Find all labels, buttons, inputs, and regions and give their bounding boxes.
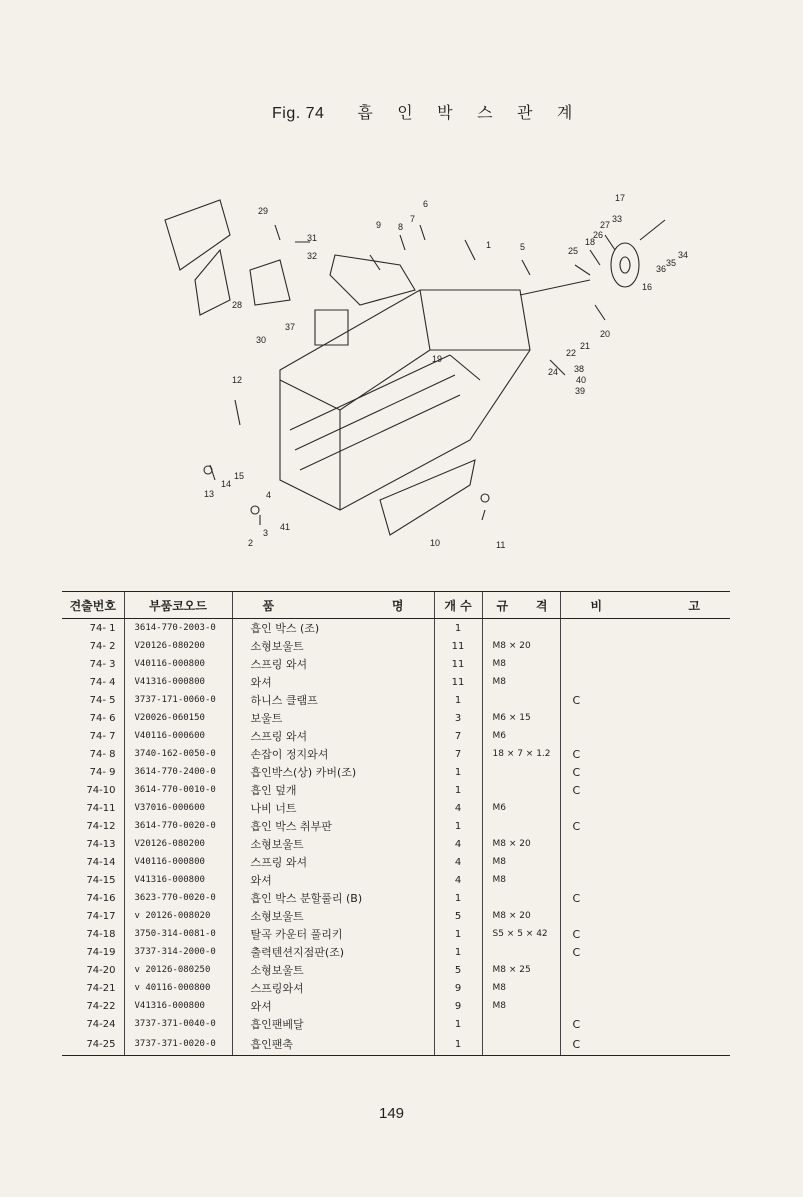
specification-cell: M6 × 15 [482, 709, 560, 727]
header-qty: 개 수 [434, 592, 482, 619]
table-row [62, 637, 730, 655]
note-cell: C [560, 781, 730, 799]
specification-cell [482, 1033, 560, 1056]
callout-27: 27 [600, 220, 611, 230]
part-name-cell: 출력텐션지점판(조) [232, 943, 434, 961]
callout-24: 24 [548, 367, 559, 377]
note-cell: C [560, 691, 730, 709]
note-cell [560, 979, 730, 997]
figure-name: 흡 인 박 스 관 계 [357, 105, 583, 122]
item-no-cell: 74- 6 [89, 712, 116, 724]
note-cell [560, 709, 730, 727]
quantity-cell: 9 [434, 997, 482, 1015]
callout-16: 16 [642, 282, 653, 292]
note-cell [560, 835, 730, 853]
note-cell [560, 637, 730, 655]
part-name-cell: 흡인팬축 [232, 1033, 434, 1056]
quantity-cell: 1 [434, 889, 482, 907]
header-spec-a: 규 [496, 598, 509, 613]
quantity-cell: 4 [434, 799, 482, 817]
callout-14: 14 [221, 479, 232, 489]
note-cell: C [560, 1015, 730, 1033]
table-row [62, 745, 730, 763]
figure-number: Fig. 74 [272, 105, 325, 122]
header-name-a: 품 [262, 598, 275, 613]
note-cell [560, 961, 730, 979]
quantity-cell: 5 [434, 961, 482, 979]
part-code-cell: V41316-000800 [124, 673, 232, 691]
callout-39: 39 [575, 386, 586, 396]
quantity-cell: 1 [434, 925, 482, 943]
part-code-cell: 3740-162-0050-0 [124, 745, 232, 763]
table-row [62, 961, 730, 979]
item-no-cell: 74-21 [86, 982, 116, 994]
header-note-a: 비 [590, 598, 603, 613]
part-name-cell: 흡인 박스 분할풀리 (B) [232, 889, 434, 907]
table-header-row [62, 592, 730, 619]
callout-33: 33 [612, 214, 623, 224]
specification-cell [482, 1015, 560, 1033]
specification-cell [482, 619, 560, 638]
table-row [62, 655, 730, 673]
quantity-cell: 1 [434, 1033, 482, 1056]
specification-cell: M8 [482, 979, 560, 997]
specification-cell: M8 [482, 871, 560, 889]
callout-22: 22 [566, 348, 577, 358]
item-no-cell: 74-25 [62, 1033, 124, 1056]
quantity-cell: 4 [434, 871, 482, 889]
part-code-cell: v 20126-008020 [124, 907, 232, 925]
part-code-cell: V20026-060150 [124, 709, 232, 727]
part-name-cell: 흡인 덮개 [232, 781, 434, 799]
part-name-cell: 소형보울트 [232, 637, 434, 655]
callout-25: 25 [568, 246, 579, 256]
item-no-cell: 74- 3 [89, 658, 116, 670]
note-cell [560, 673, 730, 691]
parts-table [62, 591, 730, 1056]
note-cell [560, 907, 730, 925]
header-spec [482, 592, 560, 619]
note-cell [560, 727, 730, 745]
callout-10: 10 [430, 538, 441, 548]
part-code-cell: 3750-314-0081-0 [124, 925, 232, 943]
item-no-cell: 74-20 [86, 964, 116, 976]
table-row [62, 691, 730, 709]
note-cell [560, 853, 730, 871]
part-code-cell: V20126-080200 [124, 835, 232, 853]
part-name-cell: 와셔 [232, 871, 434, 889]
callout-8: 8 [398, 222, 404, 232]
note-cell: C [560, 745, 730, 763]
header-spec-b: 격 [535, 598, 548, 613]
specification-cell [482, 763, 560, 781]
note-cell: C [560, 1033, 730, 1056]
callout-3: 3 [263, 528, 269, 538]
part-code-cell: 3737-171-0060-0 [124, 691, 232, 709]
note-cell: C [560, 817, 730, 835]
callout-15: 15 [234, 471, 245, 481]
part-code-cell: V41316-000800 [124, 871, 232, 889]
diagram-lines [165, 200, 665, 535]
part-code-cell: V40116-000600 [124, 727, 232, 745]
page-number: 149 [379, 1105, 405, 1122]
table-row [62, 889, 730, 907]
callout-17: 17 [615, 193, 626, 203]
specification-cell: M8 [482, 673, 560, 691]
item-no-cell: 74- 5 [89, 694, 116, 706]
quantity-cell: 1 [434, 691, 482, 709]
specification-cell [482, 781, 560, 799]
callout-12: 12 [232, 375, 243, 385]
part-code-cell: V37016-000600 [124, 799, 232, 817]
header-note-b: 고 [688, 598, 700, 613]
callout-13: 13 [204, 489, 215, 499]
callout-4: 4 [266, 490, 272, 500]
header-item-no: 견출번호 [62, 592, 124, 619]
specification-cell [482, 691, 560, 709]
part-name-cell: 흡인팬베달 [232, 1015, 434, 1033]
item-no-cell: 74-15 [86, 874, 116, 886]
table-row [62, 619, 730, 638]
table-row [62, 799, 730, 817]
part-name-cell: 스프링 와셔 [232, 655, 434, 673]
figure-title [272, 100, 582, 123]
part-name-cell: 스프링 와셔 [232, 727, 434, 745]
table-row [62, 871, 730, 889]
part-name-cell: 와셔 [232, 997, 434, 1015]
callout-19: 19 [432, 354, 443, 364]
note-cell [560, 871, 730, 889]
part-code-cell: 3737-371-0020-0 [124, 1033, 232, 1056]
header-name-b: 명 [391, 598, 404, 613]
part-name-cell: 소형보울트 [232, 907, 434, 925]
callout-18: 18 [585, 237, 596, 247]
part-code-cell: 3737-314-2000-0 [124, 943, 232, 961]
quantity-cell: 1 [434, 763, 482, 781]
quantity-cell: 1 [434, 781, 482, 799]
table-row [62, 727, 730, 745]
header-note [560, 592, 730, 619]
callout-40: 40 [576, 375, 587, 385]
table-row [62, 1033, 730, 1056]
callout-38: 38 [574, 364, 585, 374]
part-code-cell: V20126-080200 [124, 637, 232, 655]
callout-2: 2 [248, 538, 254, 548]
specification-cell: M8 × 20 [482, 907, 560, 925]
table-row [62, 997, 730, 1015]
item-no-cell: 74- 8 [89, 748, 116, 760]
table-row [62, 853, 730, 871]
item-no-cell: 74-18 [86, 928, 116, 940]
callout-26: 26 [593, 230, 604, 240]
part-name-cell: 손잡이 정지와셔 [232, 745, 434, 763]
specification-cell: M8 [482, 655, 560, 673]
callout-11: 11 [496, 540, 506, 550]
item-no-cell: 74-22 [86, 1000, 116, 1012]
callout-32: 32 [307, 251, 318, 261]
note-cell [560, 619, 730, 638]
specification-cell: S5 × 5 × 42 [482, 925, 560, 943]
item-no-cell: 74- 7 [89, 730, 116, 742]
part-name-cell: 보울트 [232, 709, 434, 727]
part-name-cell: 흡인 박스 (조) [232, 619, 434, 638]
table-row [62, 763, 730, 781]
part-name-cell: 소형보울트 [232, 961, 434, 979]
quantity-cell: 11 [434, 655, 482, 673]
quantity-cell: 7 [434, 727, 482, 745]
quantity-cell: 5 [434, 907, 482, 925]
note-cell [560, 799, 730, 817]
item-no-cell: 74-17 [86, 910, 116, 922]
callout-7: 7 [410, 214, 416, 224]
note-cell [560, 997, 730, 1015]
table-row [62, 1015, 730, 1033]
part-code-cell: 3614-770-0010-0 [124, 781, 232, 799]
quantity-cell: 1 [434, 817, 482, 835]
part-code-cell: 3614-770-2003-0 [124, 619, 232, 638]
part-name-cell: 소형보울트 [232, 835, 434, 853]
header-part-code: 부품코오드 [124, 592, 232, 619]
part-code-cell: 3614-770-0020-0 [124, 817, 232, 835]
specification-cell [482, 889, 560, 907]
note-cell: C [560, 763, 730, 781]
header-name [232, 592, 434, 619]
part-name-cell: 스프링와셔 [232, 979, 434, 997]
callout-21: 21 [580, 341, 591, 351]
part-name-cell: 흡인박스(상) 카버(조) [232, 763, 434, 781]
part-name-cell: 와셔 [232, 673, 434, 691]
diagram-drawing [120, 180, 710, 560]
item-no-cell: 74-11 [86, 802, 116, 814]
note-cell [560, 655, 730, 673]
item-no-cell: 74-12 [86, 820, 116, 832]
quantity-cell: 9 [434, 979, 482, 997]
quantity-cell: 7 [434, 745, 482, 763]
note-cell: C [560, 889, 730, 907]
table-row [62, 943, 730, 961]
table-row [62, 925, 730, 943]
part-code-cell: v 40116-000800 [124, 979, 232, 997]
quantity-cell: 1 [434, 1015, 482, 1033]
specification-cell [482, 817, 560, 835]
callout-36: 36 [656, 264, 667, 274]
callout-20: 20 [600, 329, 611, 339]
item-no-cell: 74- 9 [89, 766, 116, 778]
part-code-cell: v 20126-080250 [124, 961, 232, 979]
part-name-cell: 흡인 박스 취부판 [232, 817, 434, 835]
table-row [62, 673, 730, 691]
part-code-cell: 3623-770-0020-0 [124, 889, 232, 907]
item-no-cell: 74-14 [86, 856, 116, 868]
callout-9: 9 [376, 220, 382, 230]
specification-cell [482, 943, 560, 961]
specification-cell: M8 [482, 997, 560, 1015]
quantity-cell: 1 [434, 619, 482, 638]
specification-cell: M6 [482, 727, 560, 745]
part-code-cell: 3614-770-2400-0 [124, 763, 232, 781]
part-name-cell: 탈곡 카운터 풀리키 [232, 925, 434, 943]
callout-30: 30 [256, 335, 267, 345]
callout-5: 5 [520, 242, 526, 252]
callout-34: 34 [678, 250, 689, 260]
part-code-cell: V40116-000800 [124, 655, 232, 673]
table-row [62, 781, 730, 799]
note-cell: C [560, 925, 730, 943]
part-code-cell: V40116-000800 [124, 853, 232, 871]
callout-29: 29 [258, 206, 269, 216]
table-row [62, 709, 730, 727]
exploded-parts-diagram [120, 180, 710, 560]
callout-31: 31 [307, 233, 318, 243]
quantity-cell: 4 [434, 835, 482, 853]
item-no-cell: 74-10 [86, 784, 116, 796]
quantity-cell: 11 [434, 673, 482, 691]
specification-cell: 18 × 7 × 1.2 [482, 745, 560, 763]
note-cell: C [560, 943, 730, 961]
table-row [62, 979, 730, 997]
callout-35: 35 [666, 258, 677, 268]
item-no-cell: 74-19 [86, 946, 116, 958]
callout-numbers [204, 193, 688, 550]
part-name-cell: 나비 너트 [232, 799, 434, 817]
quantity-cell: 3 [434, 709, 482, 727]
item-no-cell: 74- 2 [89, 640, 116, 652]
part-name-cell: 스프링 와셔 [232, 853, 434, 871]
specification-cell: M8 × 20 [482, 835, 560, 853]
specification-cell: M6 [482, 799, 560, 817]
item-no-cell: 74- 4 [89, 676, 116, 688]
table-row [62, 907, 730, 925]
item-no-cell: 74-13 [86, 838, 116, 850]
quantity-cell: 4 [434, 853, 482, 871]
callout-1: 1 [486, 240, 492, 250]
callout-41: 41 [280, 522, 291, 532]
quantity-cell: 1 [434, 943, 482, 961]
callout-28: 28 [232, 300, 243, 310]
callout-37: 37 [285, 322, 296, 332]
callout-6: 6 [423, 199, 429, 209]
table-row [62, 835, 730, 853]
item-no-cell: 74- 1 [89, 622, 116, 634]
part-code-cell: 3737-371-0040-0 [124, 1015, 232, 1033]
part-code-cell: V41316-000800 [124, 997, 232, 1015]
parts-table-body [62, 619, 730, 1056]
specification-cell: M8 [482, 853, 560, 871]
specification-cell: M8 × 20 [482, 637, 560, 655]
item-no-cell: 74-16 [86, 892, 116, 904]
part-name-cell: 하니스 클램프 [232, 691, 434, 709]
table-row [62, 817, 730, 835]
specification-cell: M8 × 25 [482, 961, 560, 979]
quantity-cell: 11 [434, 637, 482, 655]
item-no-cell: 74-24 [86, 1018, 116, 1030]
